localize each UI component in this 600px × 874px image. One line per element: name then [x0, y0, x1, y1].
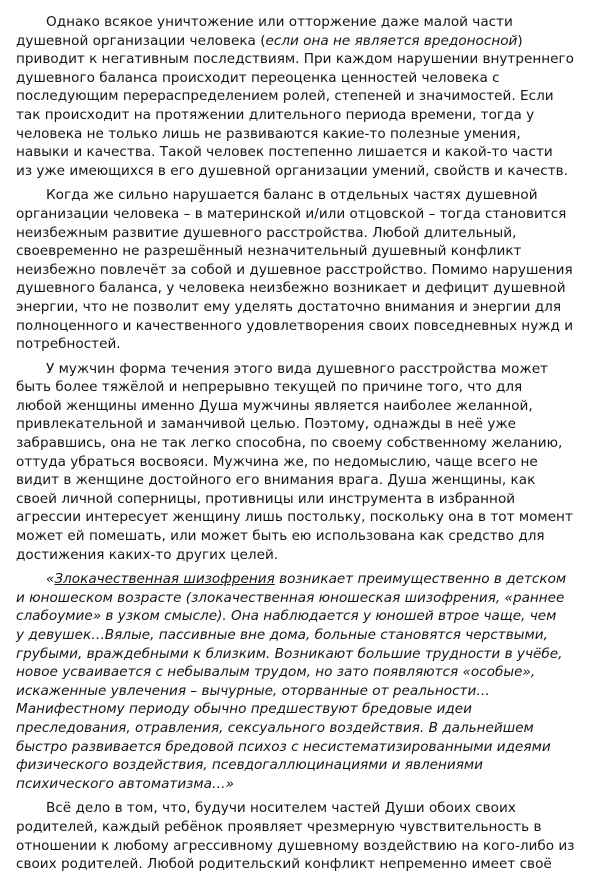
text-line	[16, 645, 582, 664]
text-run: из уже имеющихся в его душевной организации умений, свойств и качеств.	[16, 162, 568, 179]
text-run: последующим перераспределением ролей, степеней и значимостей. Если	[16, 88, 554, 105]
text-run: «	[46, 571, 55, 588]
text-run: неизбежным развитие душевного расстройства. Любой длительный,	[16, 224, 517, 241]
text-line	[16, 13, 582, 32]
text-line	[16, 682, 582, 701]
text-line	[16, 471, 582, 490]
text-line	[16, 663, 582, 682]
quoted-paragraph	[16, 570, 582, 793]
text-run: и юношеском возрасте (злокачественная юношеская шизофрения, «раннее	[16, 589, 565, 606]
text-line	[16, 570, 582, 589]
text-run: психического автоматизма…»	[16, 775, 234, 792]
text-run: )	[517, 32, 523, 49]
text-line	[16, 125, 582, 144]
text-line	[16, 490, 582, 509]
text-line	[16, 453, 582, 472]
text-line	[16, 837, 582, 856]
term-underlined: Злокачественная шизофрения	[54, 571, 275, 588]
text-run: своих родителей. Любой родительский конфликт непременно имеет своё	[16, 856, 552, 873]
text-line	[16, 143, 582, 162]
text-line	[16, 298, 582, 317]
text-line	[16, 335, 582, 354]
text-run: новое усваивается с небывалым трудом, но зато появляются «особые»,	[16, 664, 536, 681]
text-line	[16, 855, 582, 874]
text-line	[16, 106, 582, 125]
text-line	[16, 397, 582, 416]
text-line	[16, 279, 582, 298]
text-line	[16, 32, 582, 51]
text-run: душевного баланса происходит переоценка ценностей человека с	[16, 69, 500, 86]
text-run: забравшись, она не так легко способна, по своему собственному желанию,	[16, 435, 563, 452]
text-line	[16, 508, 582, 527]
text-line	[16, 415, 582, 434]
text-line	[16, 738, 582, 757]
text-line	[16, 818, 582, 837]
text-run: навыки и качества. Такой человек постепенно лишается и какой-то части	[16, 144, 553, 161]
text-run: оттуда убраться восвояси. Мужчина же, по недомыслию, чаще всего не	[16, 453, 538, 470]
text-line	[16, 69, 582, 88]
text-run: своей личной соперницы, противницы или инструмента в избранной	[16, 490, 516, 507]
text-line	[16, 87, 582, 106]
text-line	[16, 527, 582, 546]
text-run: быть более тяжёлой и непрерывно текущей по причине того, что для	[16, 379, 523, 396]
text-run: преследования, отравления, сексуального воздействия. В дальнейшем	[16, 719, 534, 736]
text-run: Когда же сильно нарушается баланс в отдельных частях душевной	[46, 187, 538, 204]
text-run: приводит к негативным последствиям. При каждом нарушении внутреннего	[16, 51, 574, 68]
text-line	[16, 360, 582, 379]
text-run: Манифестному периоду обычно предшествуют бредовые идеи	[16, 701, 472, 718]
text-run: достижения каких-то других целей.	[16, 546, 279, 563]
text-line	[16, 756, 582, 775]
text-line	[16, 224, 582, 243]
body-paragraph	[16, 186, 582, 353]
text-run: у девушек…Вялые, пассивные вне дома, больные становятся черствыми,	[16, 627, 548, 643]
text-run: организации человека – в материнской и/или отцовской – тогда становится	[16, 205, 567, 222]
text-run: Всё дело в том, что, будучи носителем частей Души обоих своих	[46, 800, 516, 817]
text-line	[16, 434, 582, 453]
text-run: отношении к любому агрессивному душевному воздействию на кого-либо из	[16, 837, 575, 854]
body-paragraph	[16, 799, 582, 873]
text-line	[16, 700, 582, 719]
text-line	[16, 607, 582, 626]
text-run: полноценного и качественного удовлетворения своих повседневных нужд и	[16, 317, 574, 334]
text-line	[16, 50, 582, 69]
text-line	[16, 775, 582, 794]
text-line	[16, 162, 582, 181]
text-line	[16, 242, 582, 261]
text-run: человека не только лишь не развиваются какие-то полезные умения,	[16, 125, 521, 142]
text-run: родителей, каждый ребёнок проявляет чрезмерную чувствительность в	[16, 818, 542, 835]
text-run: физического воздействия, псевдогаллюцинациями и явлениями	[16, 757, 484, 774]
text-run: агрессии интересует женщину лишь постольку, поскольку она в тот момент	[16, 509, 573, 526]
text-run: грубыми, враждебными к близким. Возникают большие трудности в учёбе,	[16, 645, 563, 662]
text-run: энергии, что не позволит ему уделять достаточно внимания и энергии для	[16, 298, 562, 315]
text-line	[16, 186, 582, 205]
text-run: У мужчин форма течения этого вида душевного расстройства может	[46, 360, 548, 377]
text-run: так происходит на протяжении длительного периода времени, тогда у	[16, 106, 535, 123]
text-line	[16, 378, 582, 397]
text-run: душевной организации человека (	[16, 32, 266, 49]
text-run: слабоумие» в узком смысле). Она наблюдается у юношей втрое чаще, чем	[16, 608, 557, 625]
text-run: искаженные увлечения – вычурные, оторванные от реальности…	[16, 682, 490, 699]
text-run: быстро развивается бредовой психоз с несистематизированными идеями	[16, 738, 551, 755]
text-line	[16, 261, 582, 280]
text-run: Однако всякое уничтожение или отторжение даже малой части	[46, 14, 513, 30]
text-run: своевременно не разрешённый незначительный душевный конфликт	[16, 243, 522, 260]
text-line	[16, 626, 582, 645]
text-line	[16, 317, 582, 336]
text-run: душевного баланса, у человека неизбежно возникает и дефицит душевной	[16, 280, 566, 297]
text-run: возникает преимущественно в детском	[274, 571, 567, 588]
text-line	[16, 205, 582, 224]
text-run: потребностей.	[16, 336, 121, 353]
text-run: видит в женщине достойного его внимания врага. Душа женщины, как	[16, 472, 536, 489]
text-run: может ей помешать, или может быть ею использована как средство для	[16, 528, 545, 545]
text-run: любой женщины именно Душа мужчины является наиболее желанной,	[16, 397, 533, 414]
text-line	[16, 589, 582, 608]
text-line	[16, 546, 582, 565]
text-run: неизбежно повлечёт за собой и душевное расстройство. Помимо нарушения	[16, 261, 573, 278]
body-paragraph	[16, 360, 582, 565]
text-line	[16, 799, 582, 818]
body-paragraph	[16, 13, 582, 180]
text-line	[16, 719, 582, 738]
italic-text: если она не является вредоносной	[265, 32, 518, 49]
text-run: привлекательной и заманчивой целью. Поэтому, однажды в неё уже	[16, 416, 516, 433]
